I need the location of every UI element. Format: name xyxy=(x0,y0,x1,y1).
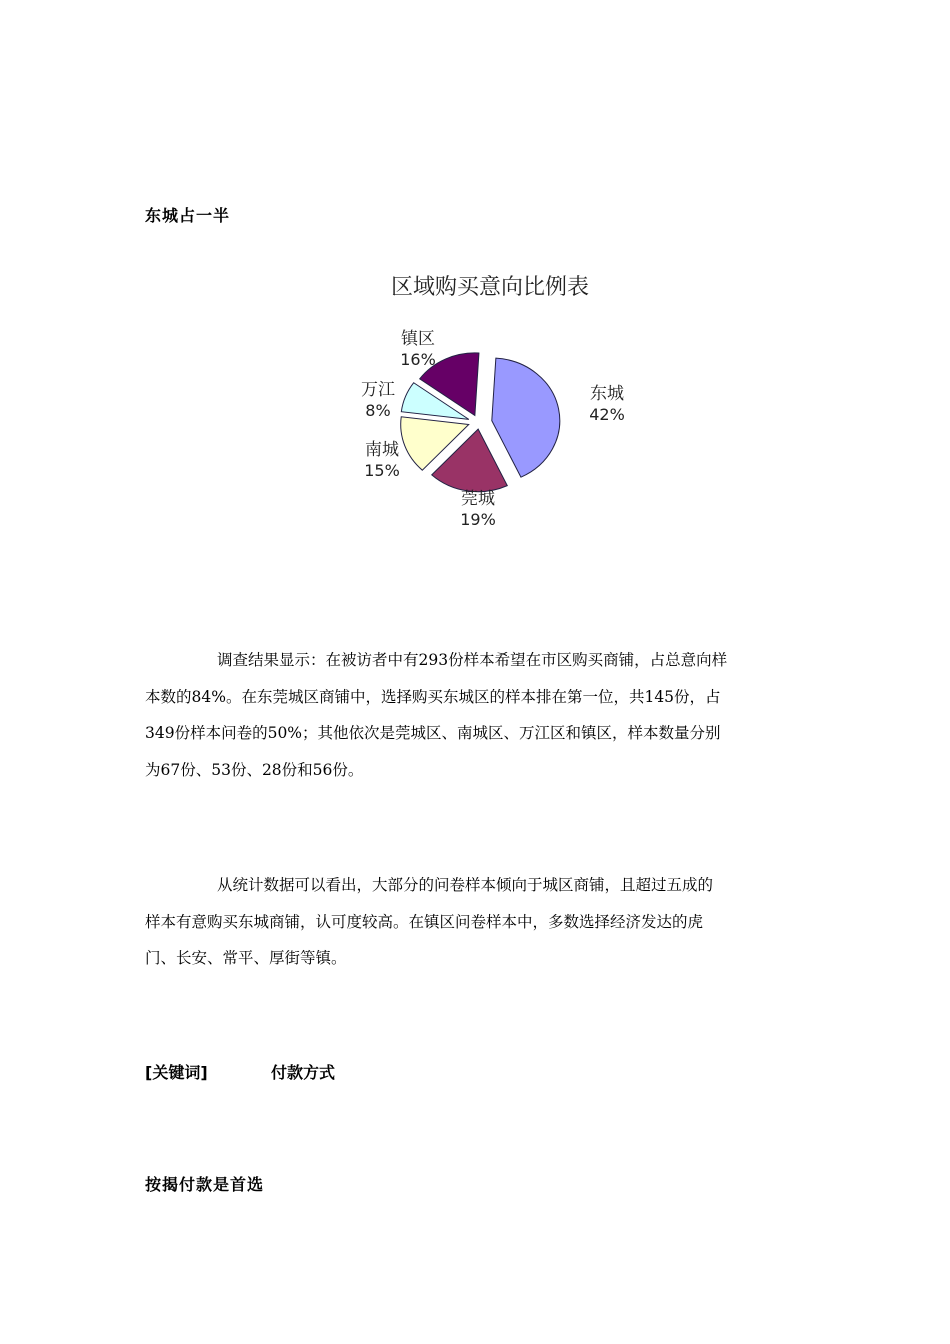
keyword-line xyxy=(145,1060,335,1083)
slice-value-label: 42% xyxy=(589,405,625,424)
slice-category-label: 万江 xyxy=(361,380,395,400)
keyword-value: 付款方式 xyxy=(271,1063,336,1082)
slice-category-label: 镇区 xyxy=(401,329,435,349)
section-heading: 东城占一半 xyxy=(145,206,231,225)
paragraph-line: 调查结果显示：在被访者中有293份样本希望在市区购买商铺，占总意向样 xyxy=(217,651,728,669)
pie-chart xyxy=(330,262,650,542)
pie-chart-svg xyxy=(330,262,650,542)
slice-value-label: 16% xyxy=(400,350,436,369)
paragraph-line: 样本有意购买东城商铺，认可度较高。在镇区问卷样本中，多数选择经济发达的虎 xyxy=(145,912,704,931)
slice-category-label: 东城 xyxy=(590,384,624,404)
paragraph-survey-results xyxy=(145,642,810,788)
section-heading: 按揭付款是首选 xyxy=(145,1175,265,1194)
chart-title: 区域购买意向比例表 xyxy=(390,275,590,300)
keyword-label: [关键词] xyxy=(145,1063,208,1082)
slice-category-label: 南城 xyxy=(365,440,399,460)
slice-value-label: 19% xyxy=(460,510,496,529)
paragraph-line: 从统计数据可以看出，大部分的问卷样本倾向于城区商铺，且超过五成的 xyxy=(217,876,714,894)
pie-slice-1 xyxy=(492,358,560,477)
paragraph-line: 为67份、53份、28份和56份。 xyxy=(145,760,364,779)
slice-value-label: 8% xyxy=(365,401,391,420)
paragraph-line: 349份样本问卷的50%；其他依次是莞城区、南城区、万江区和镇区，样本数量分别 xyxy=(145,724,721,742)
paragraph-line: 门、长安、常平、厚街等镇。 xyxy=(145,949,347,967)
slice-category-label: 莞城 xyxy=(461,489,495,509)
paragraph-analysis xyxy=(145,867,810,977)
paragraph-line: 本数的84%。在东莞城区商铺中，选择购买东城区的样本排在第一位，共145份，占 xyxy=(145,687,721,706)
slice-value-label: 15% xyxy=(364,461,400,480)
